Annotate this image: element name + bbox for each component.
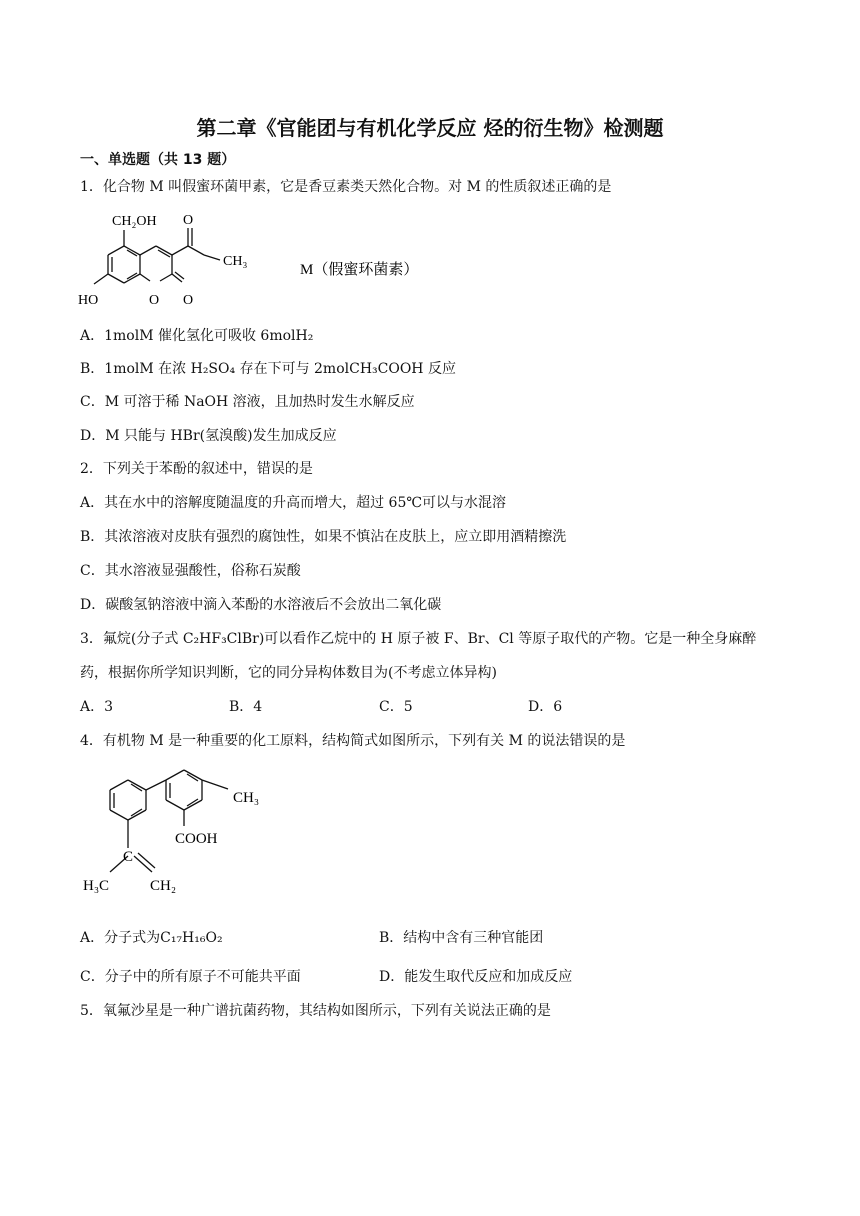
label-o-carbonyl: O (183, 293, 194, 308)
question-3-option-c: C．5 (379, 699, 413, 715)
question-4-structure (80, 752, 280, 900)
page-title: 第二章《官能团与有机化学反应 烃的衍生物》检测题 (196, 116, 664, 140)
structure-caption: M（假蜜环菌素） (300, 262, 419, 278)
label-ch3: CH₃ (233, 790, 260, 806)
label-h3c: H₃C (83, 878, 110, 894)
question-1-stem: 1．化合物 M 叫假蜜环菌甲素，它是香豆素类天然化合物。对 M 的性质叙述正确的是 (80, 179, 612, 195)
label-c: C (123, 849, 134, 865)
question-1-option-b: B．1molM 在浓 H₂SO₄ 存在下可与 2molCH₃COOH 反应 (80, 361, 456, 377)
label-o-ring: O (149, 293, 160, 308)
label-ch2oh: CH₂OH (112, 214, 157, 229)
label-ch3: CH₃ (223, 254, 248, 269)
question-3-option-b: B．4 (229, 699, 263, 715)
question-1-structure (78, 208, 438, 310)
question-4-option-a: A．分子式为C₁₇H₁₆O₂ (80, 930, 223, 946)
question-4-stem: 4．有机物 M 是一种重要的化工原料，结构简式如图所示，下列有关 M 的说法错误的是 (80, 733, 626, 749)
label-o-top: O (183, 213, 194, 228)
question-2-stem: 2．下列关于苯酚的叙述中，错误的是 (80, 461, 313, 477)
question-2-option-a: A．其在水中的溶解度随温度的升高而增大，超过 65℃可以与水混溶 (80, 495, 507, 511)
question-2-option-c: C．其水溶液显强酸性，俗称石炭酸 (80, 563, 301, 579)
question-1-option-c: C．M 可溶于稀 NaOH 溶液，且加热时发生水解反应 (80, 394, 415, 410)
question-1-option-a: A．1molM 催化氢化可吸收 6molH₂ (80, 328, 314, 344)
question-3-option-a: A．3 (80, 699, 114, 715)
question-5-stem: 5．氧氟沙星是一种广谱抗菌药物，其结构如图所示，下列有关说法正确的是 (80, 1003, 551, 1019)
section-heading: 一、单选题（共 13 题） (80, 152, 236, 168)
question-2-option-d: D．碳酸氢钠溶液中滴入苯酚的水溶液后不会放出二氧化碳 (80, 597, 442, 613)
question-3-stem-line-2: 药，根据你所学知识判断，它的同分异构体数目为(不考虑立体异构) (80, 665, 497, 681)
question-4-option-c: C．分子中的所有原子不可能共平面 (80, 969, 301, 985)
question-3-stem-line-1: 3．氟烷(分子式 C₂HF₃ClBr)可以看作乙烷中的 H 原子被 F、Br、Cl 等原子取代的产物。它是一种全身麻醉 (80, 631, 757, 647)
label-cooh: COOH (175, 831, 218, 847)
question-4-option-b: B．结构中含有三种官能团 (379, 930, 544, 946)
question-3-option-d: D．6 (528, 699, 563, 715)
label-ho: HO (78, 293, 99, 308)
question-1-option-d: D．M 只能与 HBr(氢溴酸)发生加成反应 (80, 428, 337, 444)
label-ch2: CH₂ (150, 878, 177, 894)
question-2-option-b: B．其浓溶液对皮肤有强烈的腐蚀性，如果不慎沾在皮肤上，应立即用酒精擦洗 (80, 529, 567, 545)
question-4-option-d: D．能发生取代反应和加成反应 (379, 969, 573, 985)
